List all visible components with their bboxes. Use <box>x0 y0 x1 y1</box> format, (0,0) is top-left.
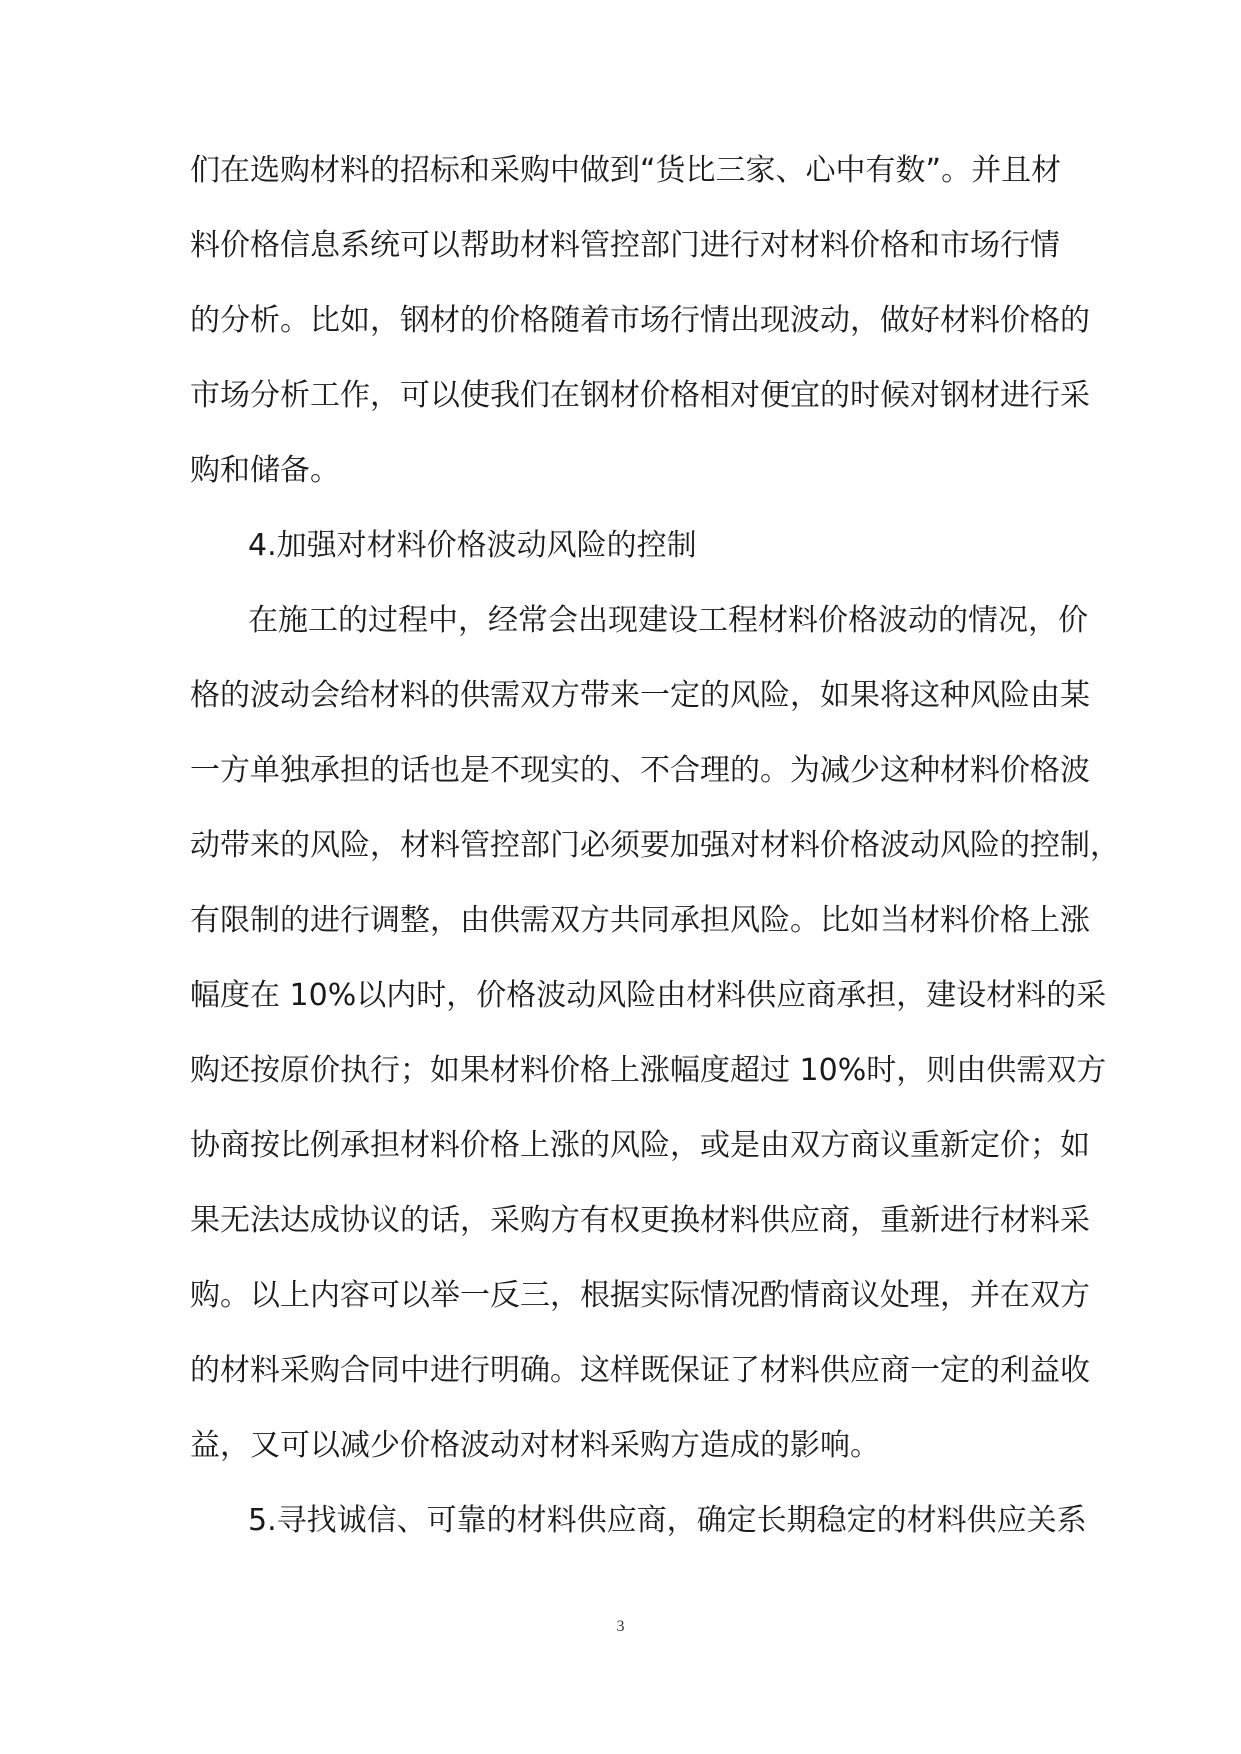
text-line: 幅度在 10%以内时，价格波动风险由材料供应商承担，建设材料的采 <box>190 978 1107 1013</box>
text-line: 协商按比例承担材料价格上涨的风险，或是由双方商议重新定价；如 <box>190 1128 1090 1163</box>
text-line: 动带来的风险，材料管控部门必须要加强对材料价格波动风险的控制， <box>190 828 1120 863</box>
section-heading: 4.加强对材料价格波动风险的控制 <box>248 528 697 563</box>
text-line: 料价格信息系统可以帮助材料管控部门进行对材料价格和市场行情 <box>190 228 1060 263</box>
text-line: 市场分析工作，可以使我们在钢材价格相对便宜的时候对钢材进行采 <box>190 378 1090 413</box>
text-line: 一方单独承担的话也是不现实的、不合理的。为减少这种材料价格波 <box>190 753 1090 788</box>
text-line: 格的波动会给材料的供需双方带来一定的风险，如果将这种风险由某 <box>190 678 1090 713</box>
text-line: 益，又可以减少价格波动对材料采购方造成的影响。 <box>190 1428 880 1463</box>
text-line: 们在选购材料的招标和采购中做到“货比三家、心中有数”。并且材 <box>190 153 1062 188</box>
section-heading: 5.寻找诚信、可靠的材料供应商，确定长期稳定的材料供应关系 <box>248 1503 1087 1538</box>
text-line: 的材料采购合同中进行明确。这样既保证了材料供应商一定的利益收 <box>190 1353 1090 1388</box>
body-text <box>190 145 1120 1570</box>
text-line: 果无法达成协议的话，采购方有权更换材料供应商，重新进行材料采 <box>190 1203 1090 1238</box>
text-line: 购。以上内容可以举一反三，根据实际情况酌情商议处理，并在双方 <box>190 1278 1090 1313</box>
text-line: 购和储备。 <box>190 453 340 488</box>
page-number: 3 <box>616 1618 625 1635</box>
text-line: 有限制的进行调整，由供需双方共同承担风险。比如当材料价格上涨 <box>190 903 1090 938</box>
text-line: 在施工的过程中，经常会出现建设工程材料价格波动的情况，价 <box>248 603 1088 638</box>
text-line: 的分析。比如，钢材的价格随着市场行情出现波动，做好材料价格的 <box>190 303 1090 338</box>
text-line: 购还按原价执行；如果材料价格上涨幅度超过 10%时，则由供需双方 <box>190 1053 1107 1088</box>
